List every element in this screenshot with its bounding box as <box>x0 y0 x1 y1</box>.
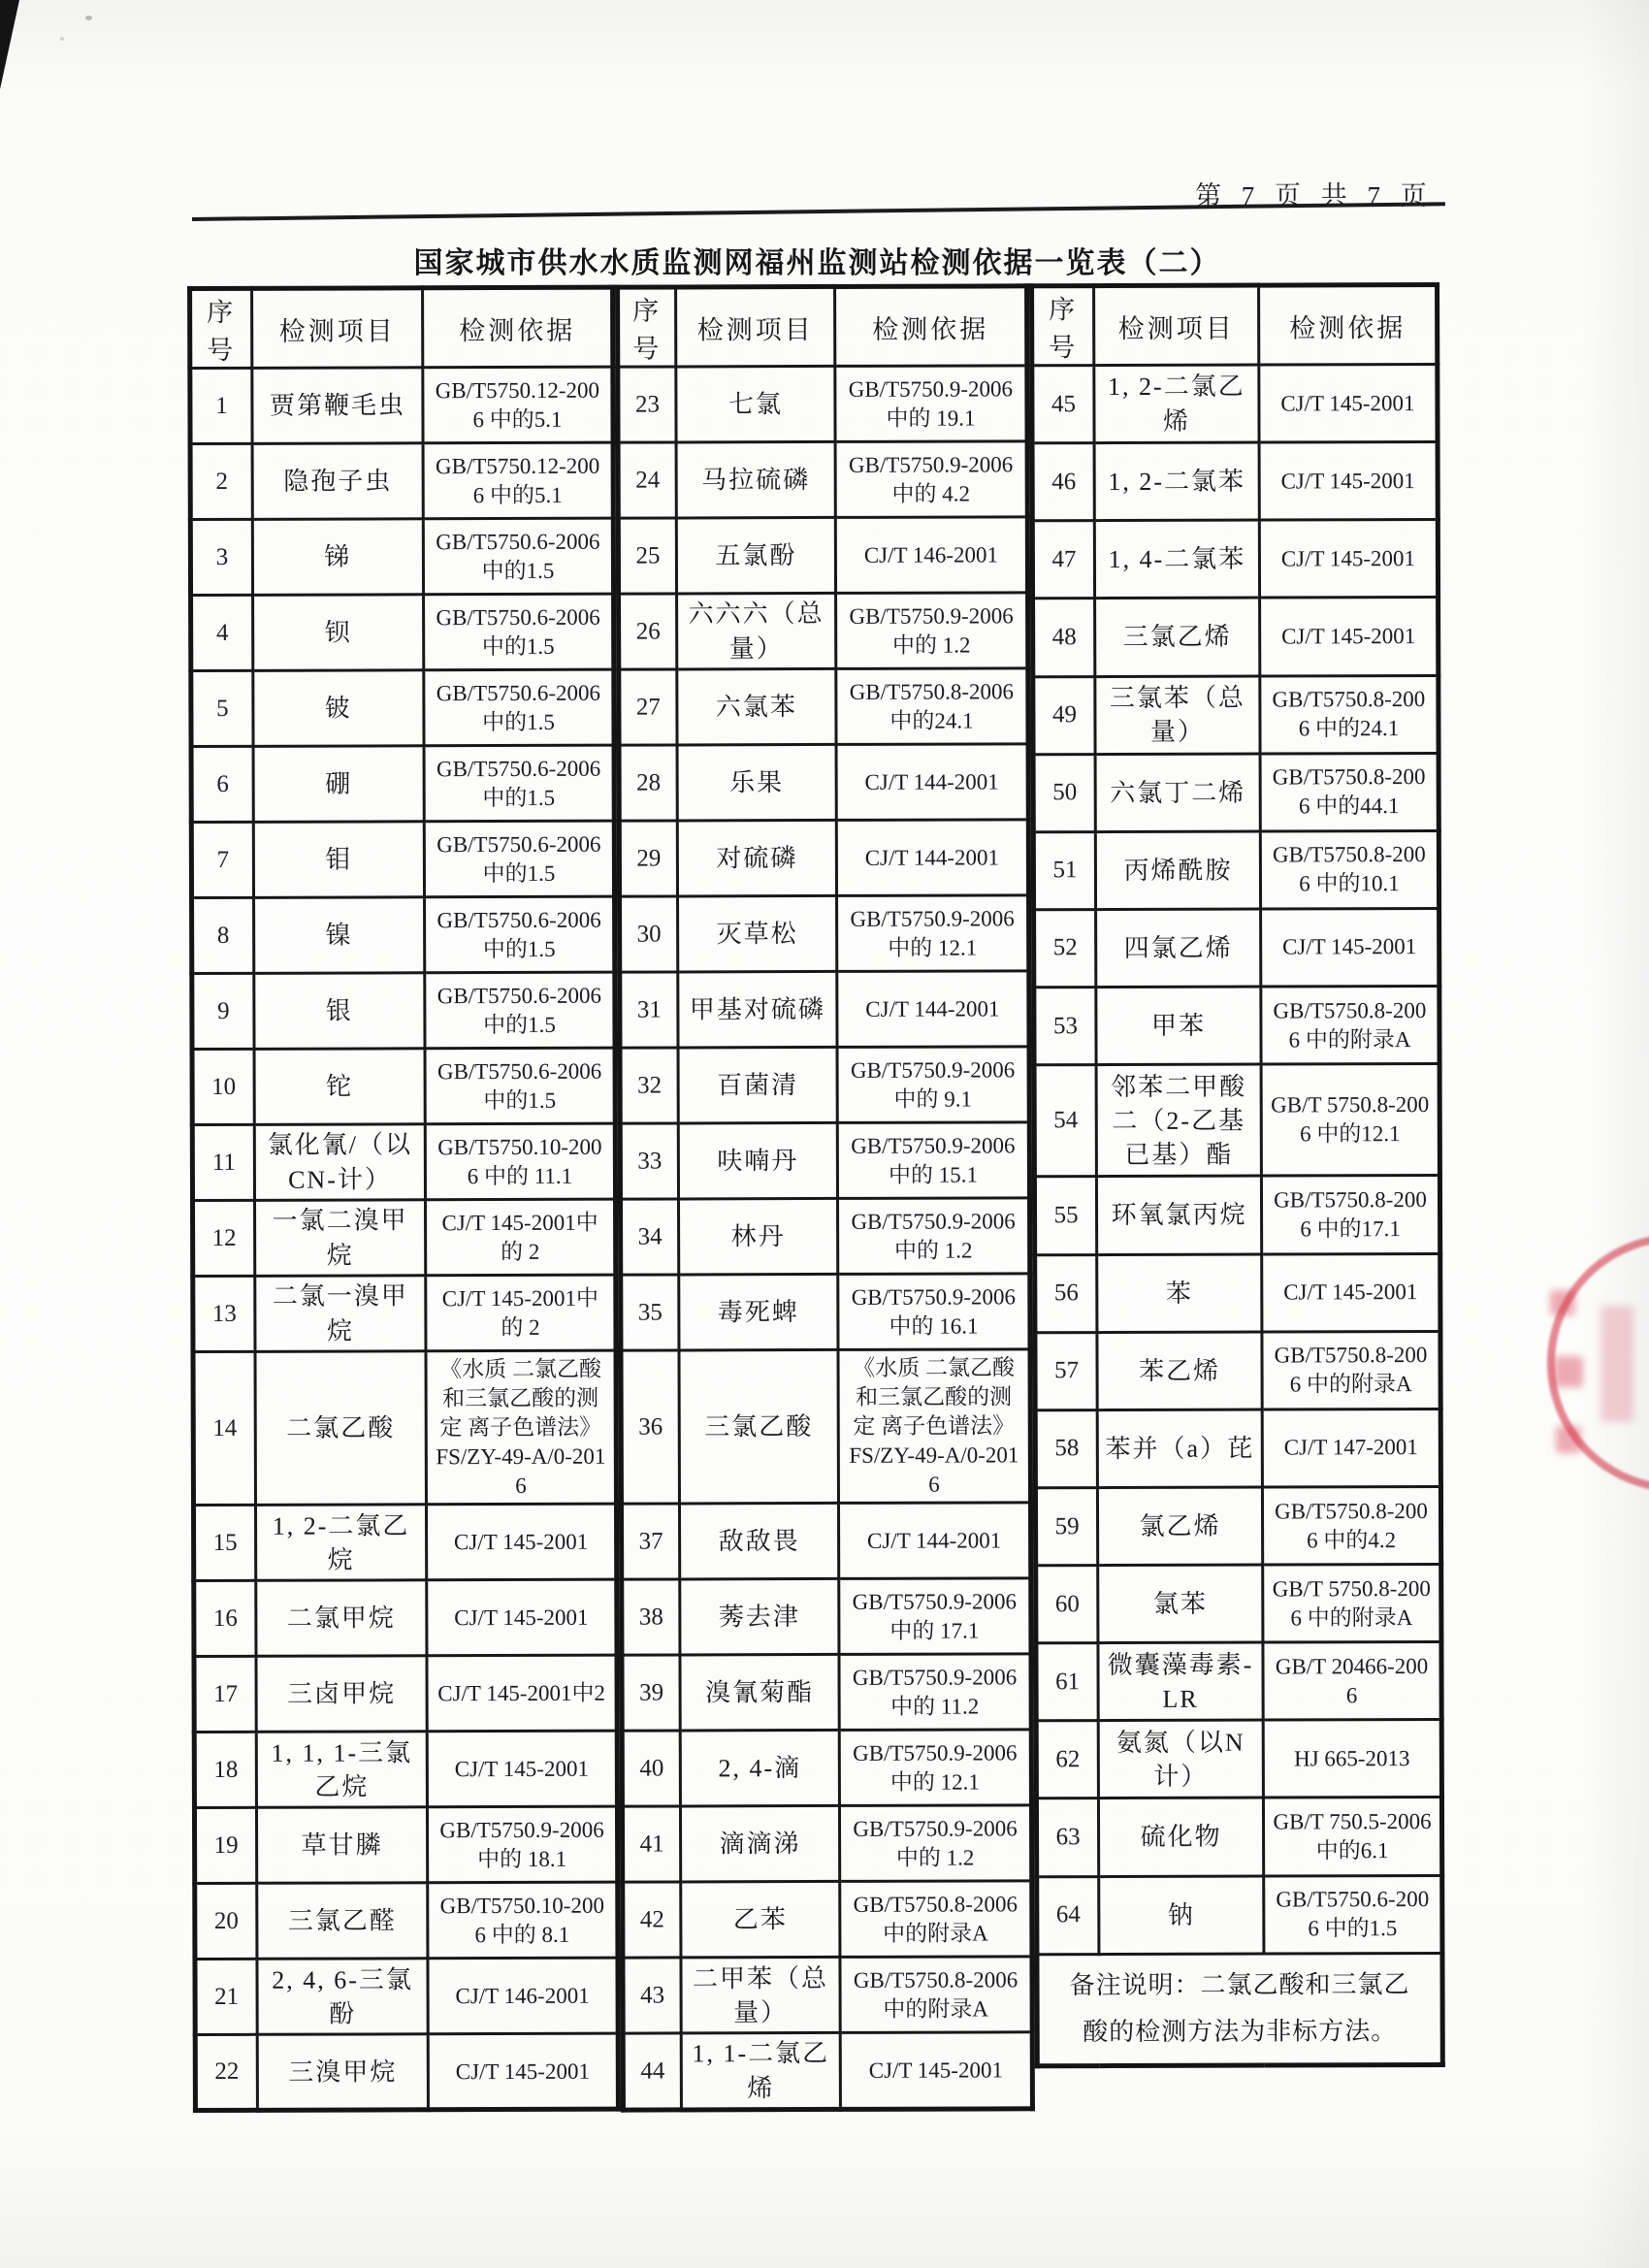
table-cell-basis: CJ/T 145-2001 <box>1261 908 1439 987</box>
table-cell-basis: GB/T5750.8-2006 中的24.1 <box>836 668 1028 745</box>
table-cell-basis: 《水质 二氯乙酸和三氯乙酸的测定 离子色谱法》FS/ZY-49-A/0-2016 <box>838 1349 1030 1504</box>
table-cell-item: 毒死蜱 <box>679 1274 838 1350</box>
table-cell-basis: GB/T5750.12-2006 中的5.1 <box>423 367 613 443</box>
table-row <box>618 441 1027 518</box>
table-cell-basis: HJ 665-2013 <box>1263 1720 1441 1798</box>
table-header-row <box>618 286 1027 367</box>
table-cell-no: 18 <box>194 1733 256 1808</box>
table-cell-item: 氯苯 <box>1098 1565 1263 1643</box>
table-row <box>622 1578 1031 1655</box>
table-cell-no: 37 <box>621 1504 679 1579</box>
table-row <box>193 1505 616 1581</box>
table-cell-basis: GB/T5750.9-2006中的 12.1 <box>839 1730 1031 1806</box>
table-row <box>191 821 614 897</box>
table-cell-no: 55 <box>1034 1177 1096 1254</box>
table-cell-no: 20 <box>195 1884 257 1960</box>
table-cell-no: 57 <box>1035 1332 1097 1409</box>
table-cell-no: 32 <box>620 1048 678 1123</box>
table-cell-no: 17 <box>194 1657 256 1733</box>
table-cell-basis: 《水质 二氯乙酸和三氯乙酸的测定 离子色谱法》FS/ZY-49-A/0-2016 <box>426 1350 616 1505</box>
table-cell-item: 马拉硫磷 <box>676 441 835 518</box>
table-row <box>1036 1565 1441 1643</box>
table-row <box>622 1805 1031 1882</box>
table-cell-item: 三氯苯（总量） <box>1095 676 1260 755</box>
table-row <box>618 366 1027 442</box>
table-cell-no: 26 <box>619 594 677 669</box>
table-cell-basis: GB/T5750.6-2006 中的1.5 <box>423 518 613 595</box>
table-cell-item: 溴氰菊酯 <box>680 1655 839 1732</box>
table-cell-basis: CJ/T 145-2001 <box>1259 520 1438 599</box>
table-cell-no: 60 <box>1036 1566 1098 1643</box>
table-cell-basis: GB/T5750.8-2006 中的4.2 <box>1262 1486 1440 1565</box>
table-row <box>1034 986 1439 1064</box>
table-cell-no: 51 <box>1033 831 1095 909</box>
table-row <box>621 1198 1030 1275</box>
table-cell-item: 银 <box>254 973 425 1050</box>
table-cell-basis: GB/T5750.12-2006 中的5.1 <box>423 442 613 519</box>
table-row <box>1033 598 1439 676</box>
table-row <box>620 971 1029 1048</box>
table-row <box>1036 1720 1441 1798</box>
table-row <box>192 1048 615 1124</box>
table-cell-basis: GB/T5750.8-2006 中的24.1 <box>1260 675 1439 754</box>
table-cell-basis: GB/T5750.6-2006 中的1.5 <box>424 821 614 897</box>
red-stamp-glyph <box>1600 1306 1633 1422</box>
table-cell-basis: CJ/T 147-2001 <box>1262 1409 1440 1487</box>
table-cell-basis: GB/T5750.9-2006中的 15.1 <box>837 1122 1029 1199</box>
table-cell-basis: GB/T5750.6-2006 中的1.5 <box>1264 1875 1442 1954</box>
table-row <box>1033 675 1439 754</box>
table-cell-basis: GB/T5750.6-2006 中的1.5 <box>425 972 615 1049</box>
table-cell-basis: GB/T5750.6-2006 中的1.5 <box>425 896 615 973</box>
table-cell-no: 6 <box>191 746 253 822</box>
table-cell-item: 甲苯 <box>1096 987 1261 1065</box>
table-row <box>190 442 613 519</box>
table-row <box>1032 364 1438 442</box>
table-cell-basis: GB/T5750.9-2006中的 4.2 <box>835 441 1027 518</box>
table-cell-item: 1, 2-二氯苯 <box>1094 442 1259 521</box>
table-cell-basis: GB/T5750.10-2006 中的 8.1 <box>428 1883 618 1960</box>
page-title: 国家城市供水水质监测网福州监测站检测依据一览表（二） <box>413 247 1221 279</box>
table-cell-no: 64 <box>1037 1876 1099 1954</box>
table-cell-basis: GB/T5750.9-2006中的 19.1 <box>835 366 1027 442</box>
table-cell-no: 35 <box>621 1275 679 1350</box>
table-cell-no: 44 <box>623 2033 681 2109</box>
detection-basis-table <box>187 282 1445 2114</box>
table-cell-item: 敌敌畏 <box>679 1504 838 1580</box>
table-cell-basis: GB/T5750.9-2006中的 1.2 <box>836 593 1028 669</box>
red-stamp-glyph <box>1554 1356 1583 1387</box>
table-row <box>191 669 614 746</box>
table-row <box>620 1122 1029 1199</box>
table-cell-item: 环氧氯丙烷 <box>1096 1177 1261 1255</box>
table-cell-no: 14 <box>193 1351 255 1506</box>
table-cell-basis: CJ/T 144-2001 <box>836 820 1028 896</box>
table-cell-no: 33 <box>620 1123 678 1199</box>
table-cell-basis: GB/T5750.8-2006 中的附录A <box>840 1957 1032 2033</box>
table-cell-basis: CJ/T 146-2001 <box>835 517 1027 594</box>
table-cell-no: 16 <box>194 1581 256 1657</box>
table-cell-item: 呋喃丹 <box>678 1122 837 1199</box>
col-header-basis: 检测依据 <box>835 286 1027 367</box>
table-cell-no: 27 <box>619 669 677 745</box>
table-cell-item: 六氯苯 <box>677 668 836 745</box>
table-cell-no: 25 <box>618 518 676 594</box>
table-cell-item: 四氯乙烯 <box>1096 909 1261 988</box>
red-stamp-arc <box>1547 1234 1649 1492</box>
table-cell-item: 隐孢子虫 <box>252 443 423 520</box>
table-cell-item: 苯 <box>1097 1254 1262 1333</box>
table-cell-item: 微囊藻毒素-LR <box>1098 1642 1263 1721</box>
table-cell-item: 一氯二溴甲烷 <box>255 1200 426 1277</box>
table-cell-item: 乐果 <box>677 744 836 821</box>
red-stamp-glyph <box>1550 1290 1575 1315</box>
table-cell-item: 氨氮（以N计） <box>1098 1720 1263 1798</box>
col-header-no: 序号 <box>618 287 676 367</box>
col-header-item: 检测项目 <box>252 288 423 369</box>
table-header-row <box>190 287 613 368</box>
table-row <box>193 1275 616 1351</box>
table-cell-item: 三氯乙烯 <box>1095 598 1260 676</box>
table-row <box>190 367 613 443</box>
col-header-basis: 检测依据 <box>423 287 613 368</box>
table-row <box>618 517 1027 594</box>
table-cell-no: 3 <box>190 519 252 595</box>
col-header-no: 序号 <box>1032 286 1094 366</box>
table-row <box>621 1503 1030 1579</box>
table-cell-item: 1, 1, 1-三氯乙烷 <box>256 1732 427 1808</box>
table-cell-item: 草甘膦 <box>256 1807 427 1884</box>
table-row <box>193 1199 616 1276</box>
table-cell-no: 8 <box>192 897 254 973</box>
red-stamp <box>1494 1211 1649 1502</box>
table-cell-basis: GB/T5750.9-2006中的 9.1 <box>837 1047 1029 1123</box>
table-cell-no: 1 <box>190 368 252 443</box>
table-row <box>621 1349 1030 1505</box>
scan-artifact-corner <box>0 0 19 89</box>
table-cell-item: 1, 4-二氯苯 <box>1094 520 1259 599</box>
table-cell-no: 43 <box>623 1958 681 2033</box>
table-cell-item: 丙烯酰胺 <box>1095 831 1260 910</box>
table-cell-item: 硫化物 <box>1098 1798 1263 1877</box>
table-cell-item: 林丹 <box>679 1198 838 1275</box>
table-cell-item: 二氯甲烷 <box>256 1580 427 1657</box>
table-cell-item: 锑 <box>252 519 423 596</box>
table-cell-basis: GB/T5750.8-2006 中的17.1 <box>1261 1176 1439 1254</box>
table-row <box>1035 1253 1440 1332</box>
table-cell-basis: GB/T5750.6-2006 中的1.5 <box>424 745 614 822</box>
table-cell-basis: CJ/T 144-2001 <box>838 1503 1030 1579</box>
table-row <box>622 1730 1031 1806</box>
table-row <box>1034 908 1439 987</box>
note-cell: 备注说明：二氯乙酸和三氯乙酸的检测方法为非标方法。 <box>1037 1953 1442 2066</box>
table-cell-basis: CJ/T 145-2001中2 <box>427 1656 617 1733</box>
table-cell-basis: CJ/T 145-2001 <box>1259 364 1438 442</box>
table-row <box>190 518 613 595</box>
table-cell-basis: GB/T5750.9-2006中的 1.2 <box>838 1198 1030 1275</box>
table-row <box>1032 520 1438 599</box>
table-cell-no: 7 <box>191 822 253 897</box>
table-cell-no: 5 <box>191 670 253 746</box>
table-cell-item: 百菌清 <box>678 1047 837 1123</box>
scan-speck <box>85 16 92 20</box>
table-cell-no: 31 <box>620 972 678 1048</box>
col-header-basis: 检测依据 <box>1259 284 1438 365</box>
table-group-2 <box>615 283 1035 2112</box>
table-row <box>1033 830 1439 909</box>
table-cell-item: 三溴甲烷 <box>257 2034 428 2111</box>
table-cell-no: 45 <box>1032 366 1094 443</box>
table-row <box>1034 1176 1439 1254</box>
table-cell-item: 1, 1-二氯乙烯 <box>681 2033 840 2110</box>
table-row <box>619 820 1028 896</box>
table-cell-no: 23 <box>618 367 676 442</box>
table-cell-item: 三氯乙酸 <box>679 1349 838 1504</box>
table-cell-item: 钡 <box>253 595 424 671</box>
table-cell-basis: GB/T5750.9-2006中的 11.2 <box>839 1654 1031 1731</box>
table-cell-item: 莠去津 <box>680 1579 839 1656</box>
table-cell-item: 三卤甲烷 <box>256 1656 427 1733</box>
table-cell-no: 59 <box>1035 1488 1097 1566</box>
table-cell-item: 滴滴涕 <box>680 1806 839 1883</box>
table-cell-item: 贾第鞭毛虫 <box>252 368 423 444</box>
table-cell-no: 40 <box>622 1731 680 1806</box>
table-cell-item: 苯并（a）芘 <box>1097 1409 1262 1488</box>
table-cell-item: 钠 <box>1099 1876 1264 1955</box>
table-cell-no: 15 <box>193 1506 255 1581</box>
table-row <box>623 1957 1032 2033</box>
table-cell-no: 39 <box>622 1655 680 1731</box>
table-cell-no: 47 <box>1032 521 1094 599</box>
table-cell-basis: GB/T5750.8-2006 中的44.1 <box>1260 753 1439 831</box>
table-cell-no: 49 <box>1033 676 1095 754</box>
table-row <box>1033 753 1439 831</box>
table-row <box>195 2034 618 2111</box>
table-cell-no: 38 <box>622 1579 680 1655</box>
scan-shading <box>1581 0 1649 2268</box>
table-cell-no: 63 <box>1036 1798 1098 1876</box>
table-row <box>195 1883 618 1960</box>
table-cell-no: 62 <box>1036 1721 1098 1798</box>
table-row <box>192 972 615 1049</box>
table-cell-basis: GB/T5750.9-2006中的 16.1 <box>838 1274 1030 1350</box>
table-cell-item: 1, 2-二氯乙烷 <box>255 1505 426 1581</box>
table-cell-basis: CJ/T 145-2001 <box>427 1732 617 1808</box>
table-cell-no: 36 <box>621 1350 679 1505</box>
table-cell-item: 邻苯二甲酸二（2-乙基已基）酯 <box>1096 1064 1261 1177</box>
table-cell-item: 铍 <box>253 670 424 747</box>
table-cell-basis: CJ/T 145-2001 <box>1262 1253 1440 1332</box>
table-row <box>623 2032 1032 2110</box>
table-cell-basis: GB/T 5750.8-2006 中的12.1 <box>1261 1064 1439 1177</box>
table-cell-basis: GB/T5750.6-2006 中的1.5 <box>424 669 614 746</box>
scan-speck <box>60 37 64 41</box>
table-cell-no: 28 <box>619 745 677 821</box>
table-cell-basis: GB/T5750.9-2006 中的 18.1 <box>427 1807 617 1884</box>
table-cell-basis: CJ/T 145-2001 <box>427 1580 617 1657</box>
table-cell-no: 54 <box>1034 1065 1096 1178</box>
col-header-no: 序号 <box>190 288 252 368</box>
table-cell-no: 22 <box>195 2035 257 2111</box>
table-cell-item: 铊 <box>254 1049 425 1125</box>
table-row <box>1037 1875 1442 1954</box>
table-cell-basis: GB/T5750.8-2006 中的附录A <box>840 1881 1032 1958</box>
table-row <box>192 896 615 973</box>
table-cell-basis: GB/T5750.10-2006 中的 11.1 <box>425 1123 615 1200</box>
table-row <box>623 1881 1032 1958</box>
table-row <box>191 745 614 822</box>
table-cell-no: 19 <box>194 1808 256 1884</box>
table-cell-no: 24 <box>618 442 676 518</box>
table-cell-basis: GB/T5750.6-2006 中的1.5 <box>425 1048 615 1124</box>
table-row <box>1034 1064 1439 1178</box>
table-row <box>619 593 1028 669</box>
table-cell-no: 11 <box>192 1124 254 1200</box>
table-cell-item: 2, 4, 6-三氯酚 <box>257 1959 428 2035</box>
table-row <box>620 1047 1029 1123</box>
table-cell-basis: CJ/T 145-2001 <box>426 1505 616 1581</box>
table-row <box>1036 1642 1441 1721</box>
table-row <box>620 895 1029 972</box>
table-cell-basis: GB/T5750.8-2006 中的附录A <box>1262 1331 1440 1409</box>
table-cell-item: 五氯酚 <box>676 517 835 594</box>
table-cell-basis: CJ/T 146-2001 <box>428 1959 618 2035</box>
table-cell-basis: GB/T 750.5-2006中的6.1 <box>1263 1798 1441 1876</box>
table-cell-item: 氯化氰/（以CN-计） <box>254 1124 425 1201</box>
table-cell-no: 13 <box>193 1276 255 1351</box>
table-cell-item: 七氯 <box>676 366 835 442</box>
table-row <box>194 1807 617 1884</box>
table-cell-item: 二甲苯（总量） <box>681 1958 840 2034</box>
table-row <box>1035 1409 1440 1487</box>
table-cell-no: 41 <box>622 1806 680 1882</box>
table-cell-no: 10 <box>192 1049 254 1124</box>
table-cell-item: 苯乙烯 <box>1097 1332 1262 1410</box>
table-cell-item: 六氯丁二烯 <box>1095 754 1260 832</box>
table-cell-basis: CJ/T 145-2001 <box>1259 442 1438 521</box>
table-cell-item: 灭草松 <box>678 895 837 972</box>
table-cell-basis: CJ/T 145-2001 <box>1260 598 1439 676</box>
table-row <box>1035 1486 1440 1565</box>
table-cell-basis: CJ/T 145-2001中的 2 <box>426 1275 616 1351</box>
note-row <box>1037 1953 1442 2066</box>
table-cell-item: 三氯乙醛 <box>257 1883 428 1960</box>
col-header-item: 检测项目 <box>1094 285 1259 366</box>
col-header-item: 检测项目 <box>676 286 835 367</box>
table-row <box>195 1959 618 2035</box>
table-row <box>622 1654 1031 1731</box>
table-cell-no: 30 <box>620 896 678 972</box>
table-cell-basis: GB/T5750.9-2006中的 12.1 <box>837 895 1029 972</box>
table-cell-no: 50 <box>1033 754 1095 831</box>
table-cell-no: 52 <box>1034 909 1096 987</box>
table-cell-no: 2 <box>190 443 252 519</box>
table-row <box>192 1123 615 1200</box>
table-cell-item: 乙苯 <box>681 1882 840 1959</box>
table-cell-basis: CJ/T 144-2001 <box>837 971 1029 1048</box>
table-cell-item: 对硫磷 <box>677 820 836 896</box>
table-cell-no: 21 <box>195 1960 257 2035</box>
table-cell-no: 12 <box>193 1200 255 1276</box>
table-cell-basis: GB/T 20466-2006 <box>1263 1642 1441 1721</box>
table-cell-item: 钼 <box>253 822 424 898</box>
table-cell-item: 二氯乙酸 <box>255 1351 426 1506</box>
table-group-3 <box>1029 282 1445 2068</box>
table-cell-no: 56 <box>1035 1254 1097 1332</box>
table-cell-item: 六六六（总量） <box>677 593 836 669</box>
table-row <box>619 668 1028 745</box>
red-stamp-glyph <box>1556 1426 1581 1453</box>
table-cell-no: 42 <box>623 1882 681 1958</box>
table-cell-item: 甲基对硫磷 <box>678 971 837 1048</box>
table-cell-basis: CJ/T 145-2001中的 2 <box>426 1199 616 1276</box>
table-cell-item: 二氯一溴甲烷 <box>255 1276 426 1352</box>
table-cell-no: 53 <box>1034 988 1096 1065</box>
table-cell-basis: CJ/T 145-2001 <box>840 2032 1032 2109</box>
table-group-1 <box>187 285 621 2114</box>
table-cell-no: 46 <box>1032 443 1094 521</box>
table-cell-item: 氯乙烯 <box>1097 1487 1262 1566</box>
table-cell-item: 硼 <box>253 746 424 823</box>
table-cell-basis: GB/T5750.6-2006 中的1.5 <box>424 594 614 670</box>
table-row <box>194 1732 617 1808</box>
table-row <box>193 1350 616 1506</box>
table-cell-basis: GB/T5750.8-2006 中的附录A <box>1261 986 1439 1064</box>
table-cell-item: 镍 <box>254 897 425 974</box>
table-cell-item: 2, 4-滴 <box>680 1731 839 1807</box>
table-cell-no: 48 <box>1033 599 1095 676</box>
page-number: 第 7 页 共 7 页 <box>1195 181 1434 211</box>
table-cell-basis: CJ/T 145-2001 <box>428 2034 618 2111</box>
table-row <box>619 744 1028 821</box>
table-cell-no: 4 <box>191 595 253 670</box>
table-cell-basis: GB/T5750.9-2006中的 17.1 <box>839 1578 1031 1655</box>
table-cell-basis: GB/T5750.9-2006中的 1.2 <box>839 1805 1031 1882</box>
table-cell-basis: GB/T 5750.8-2006 中的附录A <box>1263 1565 1441 1643</box>
table-cell-no: 34 <box>621 1199 679 1275</box>
table-row <box>1036 1798 1441 1876</box>
table-row <box>1035 1331 1440 1409</box>
table-row <box>194 1580 617 1657</box>
table-cell-no: 61 <box>1036 1643 1098 1721</box>
table-cell-basis: GB/T5750.8-2006 中的10.1 <box>1260 830 1439 909</box>
table-cell-no: 29 <box>619 821 677 896</box>
table-cell-item: 1, 2-二氯乙烯 <box>1094 365 1259 443</box>
table-row <box>621 1274 1030 1350</box>
table-row <box>191 594 614 670</box>
table-row <box>194 1656 617 1733</box>
table-cell-no: 58 <box>1035 1409 1097 1487</box>
table-cell-no: 9 <box>192 973 254 1049</box>
table-cell-basis: CJ/T 144-2001 <box>836 744 1028 821</box>
table-row <box>1032 442 1438 521</box>
table-header-row <box>1032 284 1438 365</box>
